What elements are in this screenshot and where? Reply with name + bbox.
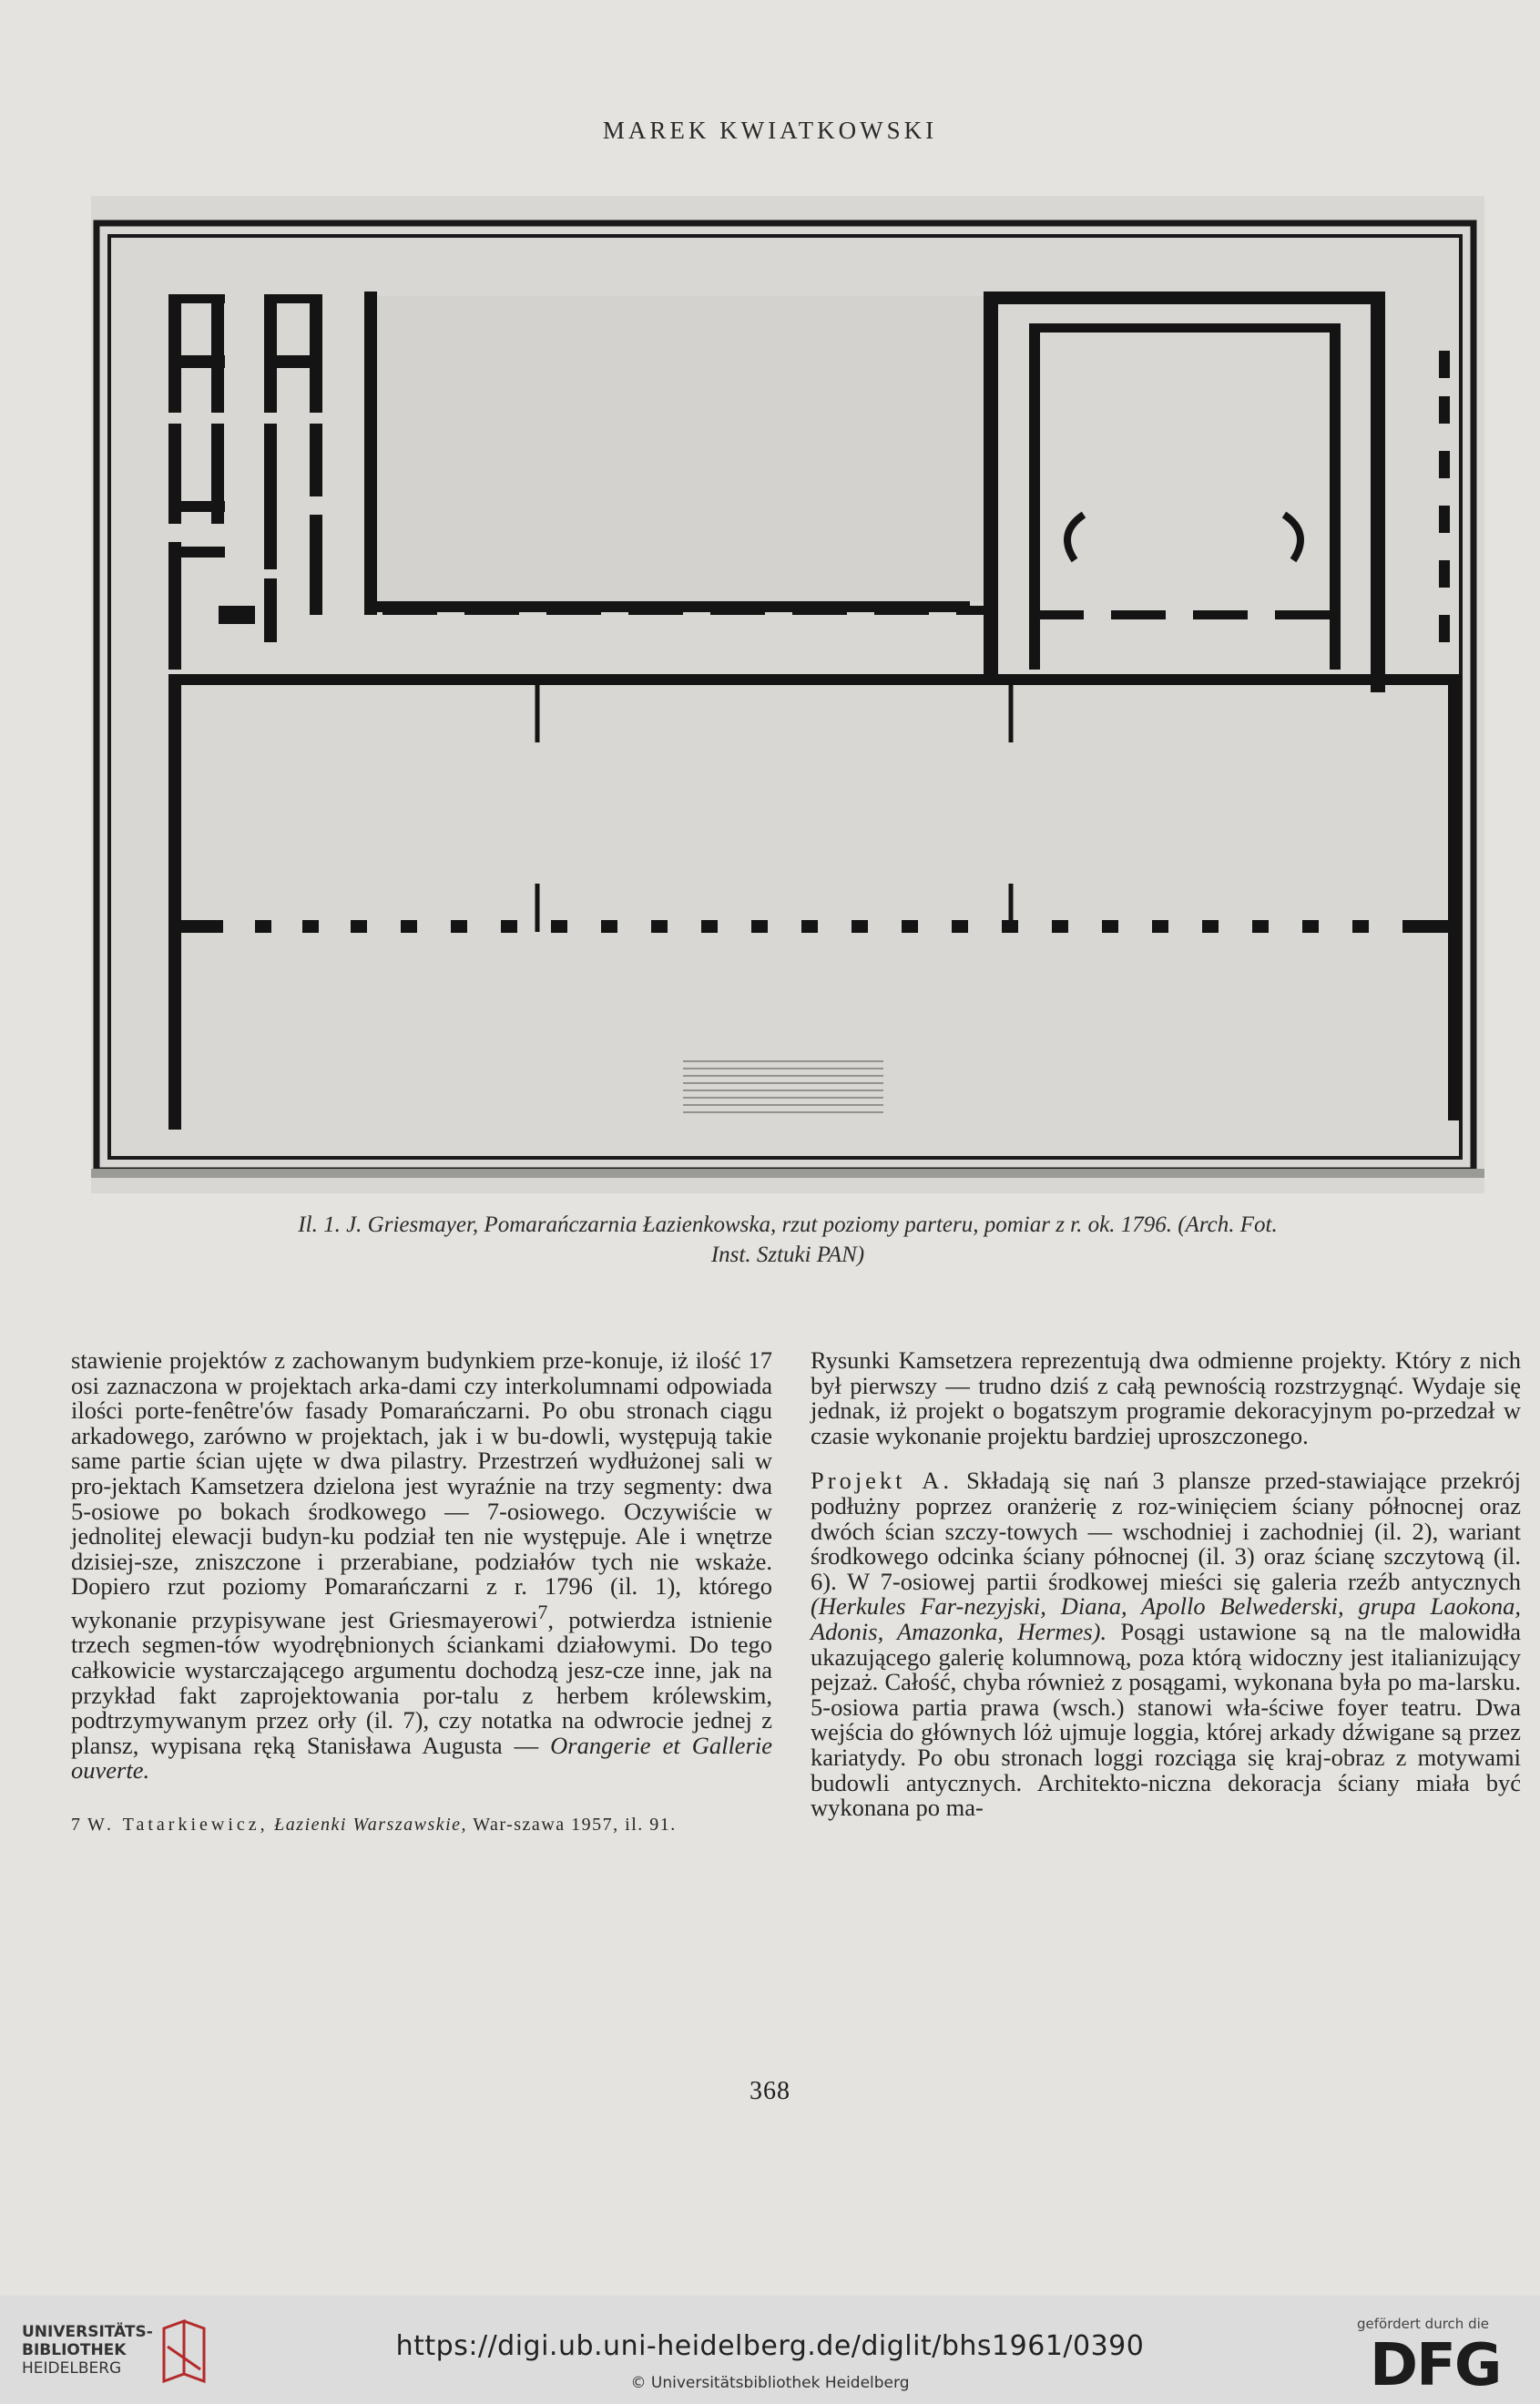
section-label: Projekt A. — [811, 1467, 953, 1495]
dfg-logo: DFG — [1370, 2332, 1501, 2399]
caption-line-1: Il. 1. J. Griesmayer, Pomarańczarnia Łazienkowska, rzut poziomy parteru, pomiar z r. ok. 1796. (Arch. Fot. — [298, 1212, 1278, 1237]
floor-plan-figure — [91, 196, 1484, 1193]
quote: Orangerie et Gallerie ouverte. — [71, 1731, 772, 1785]
left-paragraph: stawienie projektów z zachowanym budynkiem prze-konuje, iż ilość 17 osi zaznaczona w projektach arka-dami czy interkolumnami odpowiada ilości porte-fenêtre'ów fasady Pomarańczarni. Po obu stronach ciągu arkadowego, zarówno w projektach, jak i w bu-dowli, występują takie same partie ścian ujęte w dwa pilastry. Przestrzeń wydłużonej sali w pro-jektach Kamsetzera dzielona jest wyraźnie na trzy segmenty: dwa 5-osiowe po bokach środkowego — 7-osiowego. Oczywiście w jednolitej elewacji budyn-ku podział ten nie występuje. Ale i wnętrze dzisiej-sze, zniszczone i przerabiane, podziałów tych nie wskaże. Dopiero rzut poziomy Pomarańczarni z r. 1796 (il. 1), którego wykonanie przypisywane jest Griesmayerowi$^7$, potwierdza istnienie trzech segmen-tów wyodrębnionych ściankami działowymi. Do tego całkowicie wystarczającego argumentu dochodzą jesz-cze inne, jak na przykład fakt zaprojektowania por-talu z herbem królewskim, podtrzymywanym przez orły (il. 7), czy notatka na odwrocie jednej z plansz, wypisana ręką Stanisława Augusta — Orangerie et Gallerie ouverte. — [71, 1346, 773, 1785]
footnote-reference: 7 — [537, 1600, 548, 1623]
footer-bar — [0, 2296, 1540, 2404]
footnote: 7 W. Tatarkiewicz, Łazienki Warszawskie, War-szawa 1957, il. 91. — [71, 1814, 677, 1835]
figure-caption — [73, 1210, 1503, 1270]
right-column — [811, 1348, 1521, 1821]
copyright: © Universitätsbibliothek Heidelberg — [630, 2374, 910, 2392]
page-number: 368 — [750, 2077, 790, 2105]
library-name: UNIVERSITÄTS- BIBLIOTHEK HEIDELBERG — [22, 2323, 153, 2378]
document-url-link[interactable]: https://digi.ub.uni-heidelberg.de/diglit/bhs1961/0390 — [395, 2330, 1145, 2362]
floor-plan-drawing — [91, 196, 1484, 1193]
funded-by-label: gefördert durch die — [1357, 2316, 1489, 2332]
left-column — [71, 1348, 772, 1838]
right-paragraph-1: Rysunki Kamsetzera reprezentują dwa odmienne projekty. Który z nich był pierwszy — trudno dziś z całą pewnością rozstrzygnąć. Wydaje się jednak, iż projekt o bogatszym programie dekoracyjnym po-przedzał w czasie wykonanie projektu bardziej uproszczonego. — [811, 1346, 1521, 1449]
sculpture-list: (Herkules Far-nezyjski, Diana, Apollo Belwederski, grupa Laokona, Adonis, Amazonka, Hermes). — [811, 1592, 1521, 1645]
right-paragraph-2: Projekt A. Składają się nań 3 plansze przed-stawiające przekrój podłużny poprzez oranżerię z roz-winięciem ściany północnej oraz dwóch ścian szczy-towych — wschodniej i zachodniej (il. 2), wariant środkowego odcinka ściany północnej (il. 3) oraz ścianę szczytową (il. 6). W 7-osiowej partii środkowej mieści się galeria rzeźb antycznych (Herkules Far-nezyjski, Diana, Apollo Belwederski, grupa Laokona, Adonis, Amazonka, Hermes). Posągi ustawione są na tle malowidła ukazującego galerię kolumnową, poza którą widoczny jest italianizujący pejzaż. Całość, chyba również z posągami, wykonana była po ma-larsku. 5-osiowa partia prawa (wsch.) stanowi wła-ściwe foyer teatru. Dwa wejścia do głównych lóż ujmuje loggia, której arkady dźwigane są przez kariatydy. Po obu stronach loggi rozciąga się kraj-obraz z motywami budowli antycznych. Architekto-niczna dekoracja ściany miała być wykonana po ma- — [811, 1467, 1521, 1822]
caption-line-2: Inst. Sztuki PAN) — [710, 1243, 865, 1267]
running-head: MAREK KWIATKOWSKI — [602, 117, 938, 144]
